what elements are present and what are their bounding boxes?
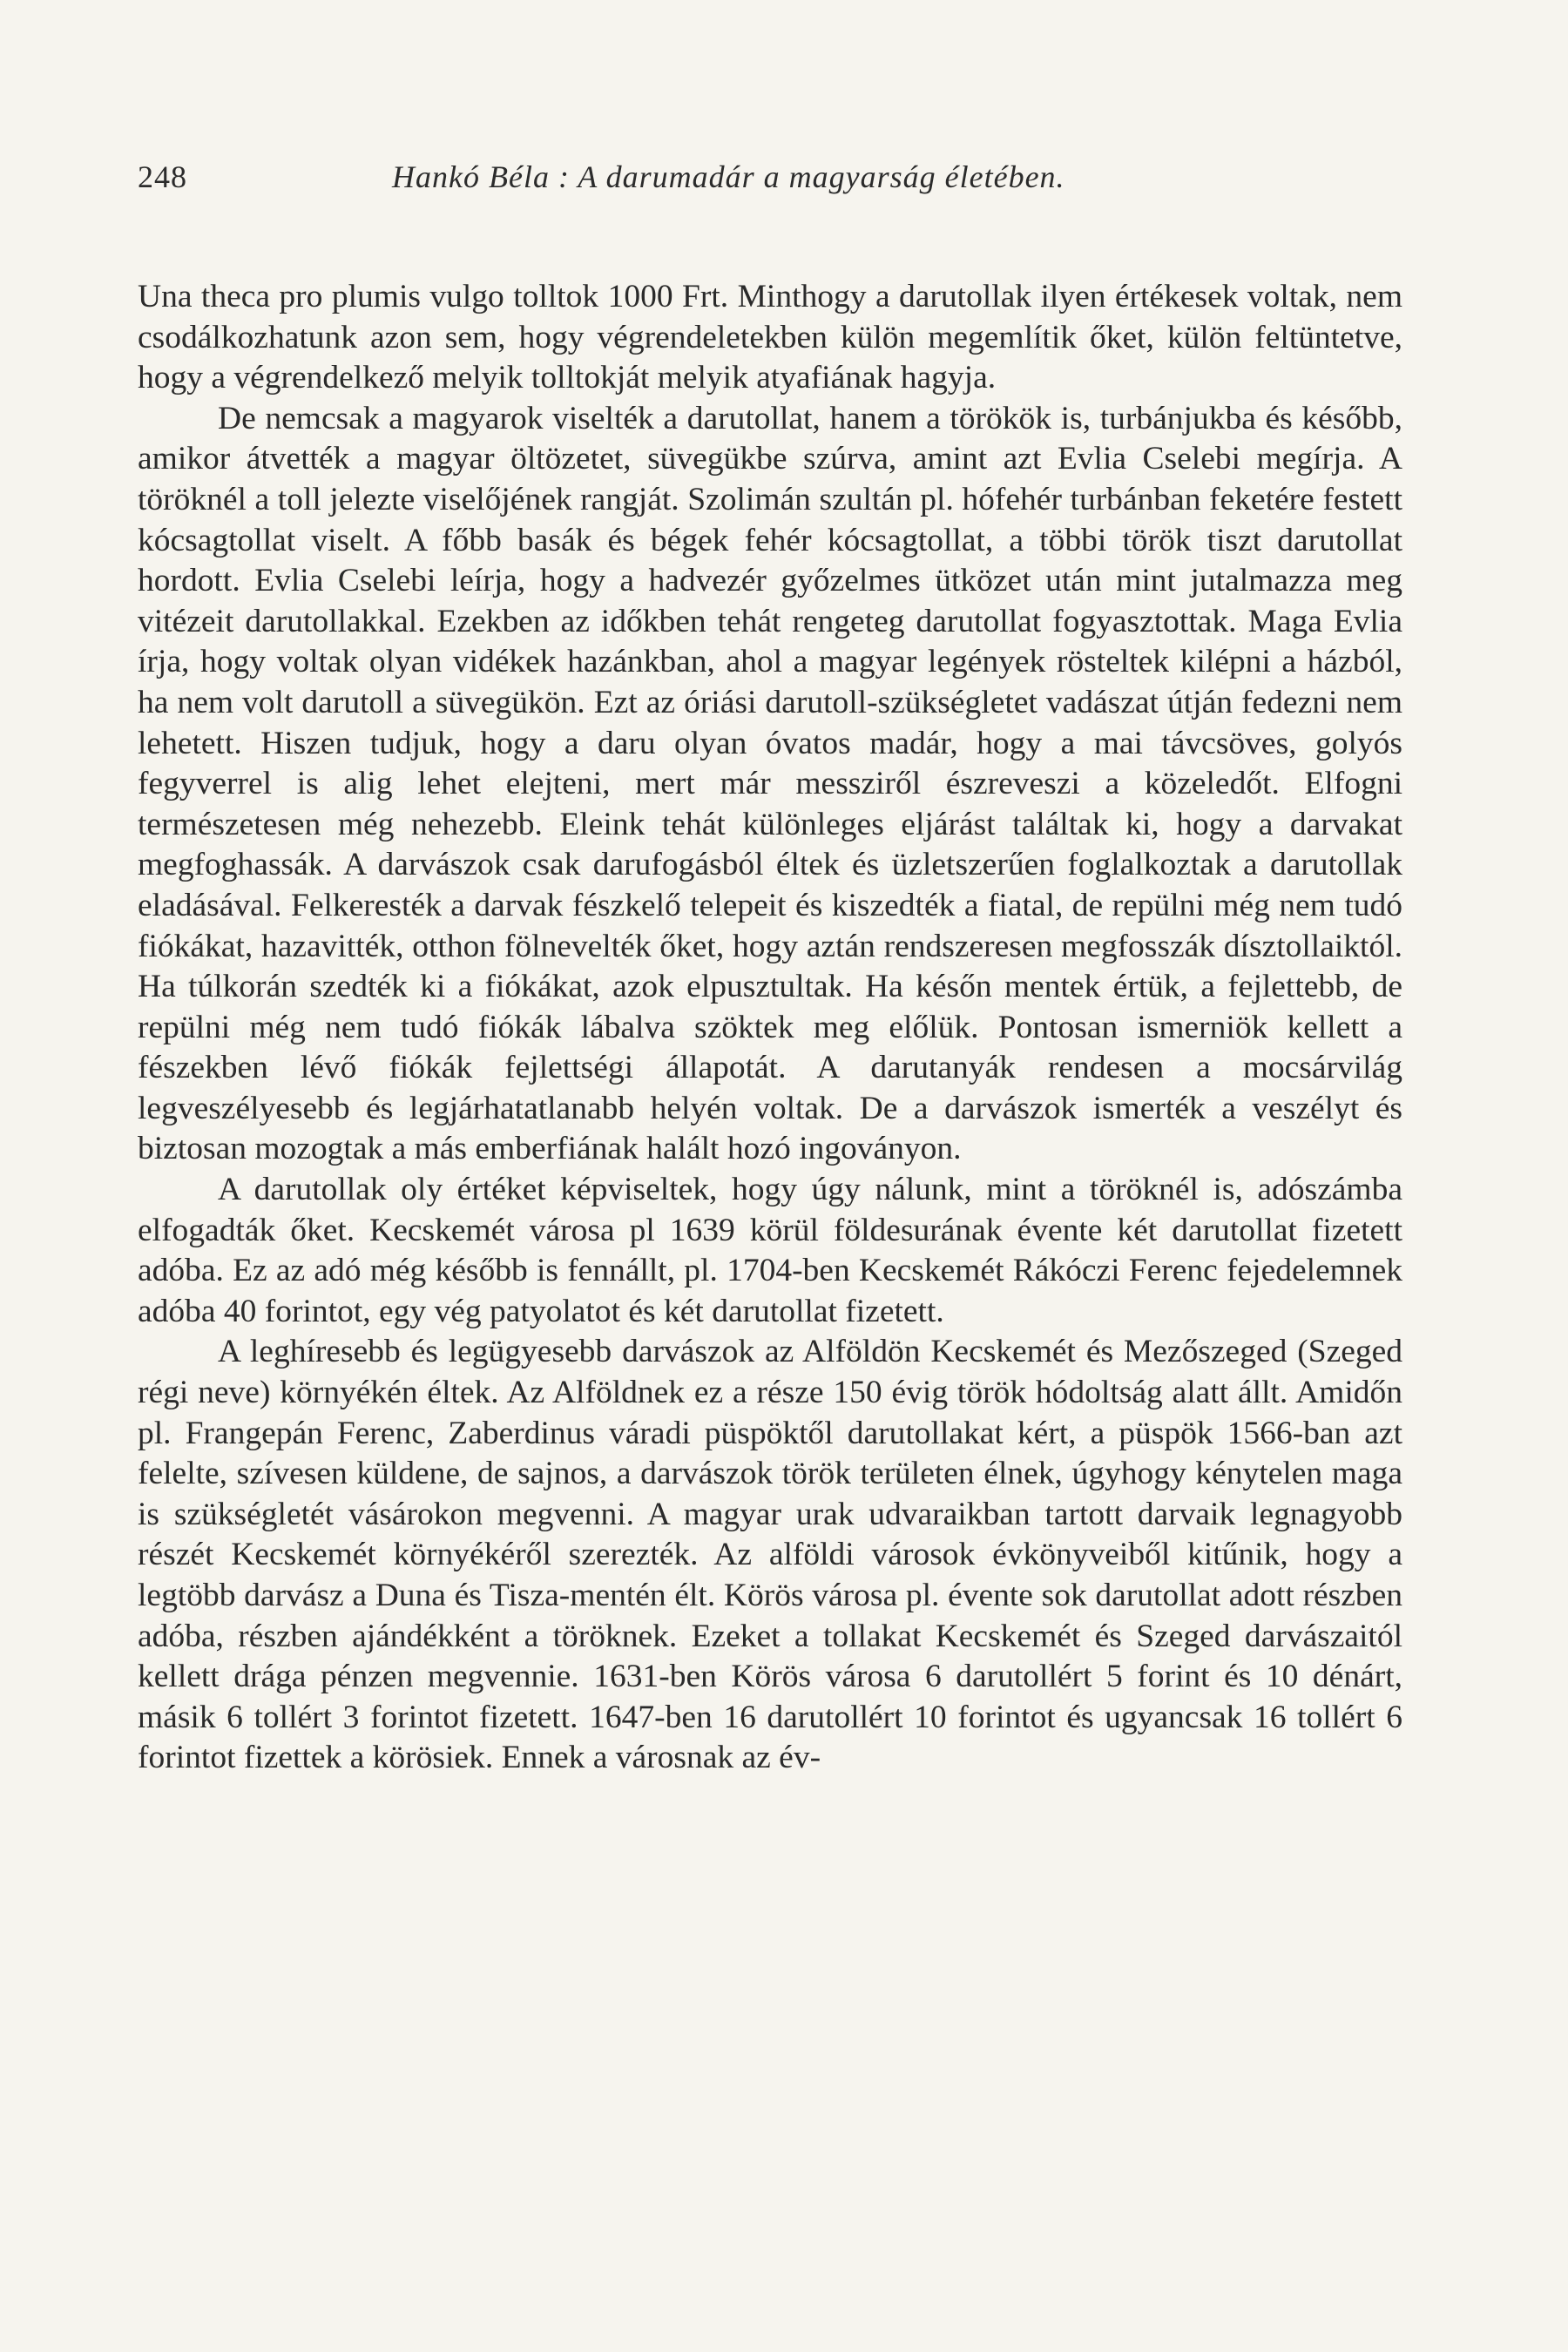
body-text (138, 277, 1402, 1779)
paragraph-4: A leghíresebb és legügyesebb darvászok az Alföldön Kecskemét és Mezőszeged (Szeged régi neve) környékén éltek. Az Alföldnek ez a része 150 évig török hódoltság alatt állt. Amidőn pl. Frangepán Ferenc, Zaberdinus váradi püspöktől darutollakat kért, a püspök 1566-ban azt felelte, szívesen küldene, de sajnos, a darvászok török területen élnek, úgyhogy kénytelen maga is szükségletét vásárokon megvenni. A magyar urak udvaraikban tartott darvaik legnagyobb részét Kecskemét környékéről szerezték. Az alföldi városok évkönyveiből kitűnik, hogy a legtöbb darvász a Duna és Tisza-mentén élt. Körös városa pl. évente sok darutollat adott részben adóba, részben ajándékként a töröknek. Ezeket a tollakat Kecskemét és Szeged darvászaitól kellett drága pénzen megvennie. 1631-ben Körös városa 6 darutollért 5 forint és 10 dénárt, másik 6 tollért 3 forintot fizetett. 1647-ben 16 darutollért 10 forintot és ugyancsak 16 tollért 6 forintot fizettek a körösiek. Ennek a városnak az év- (138, 1334, 1402, 1776)
page-header (138, 159, 1402, 202)
paragraph-1: Una theca pro plumis vulgo tolltok 1000 Frt. Minthogy a darutollak ilyen értékesek voltak, nem csodálkozhatunk azon sem, hogy végrendeletekben külön megemlítik őket, külön feltüntetve, hogy a végrendelkező melyik tolltokját melyik atyafiának hagyja. (138, 279, 1402, 396)
page-number: 248 (138, 159, 187, 194)
paragraph-3: A darutollak oly értéket képviseltek, hogy úgy nálunk, mint a töröknél is, adószámba elfogadták őket. Kecskemét városa pl 1639 körül földesurának évente két darutollat fizetett adóba. Ez az adó még később is fennállt, pl. 1704-ben Kecskemét Rákóczi Ferenc fejedelemnek adóba 40 forintot, egy vég patyolatot és két darutollat fizetett. (138, 1172, 1402, 1329)
paragraph-2: De nemcsak a magyarok viselték a darutollat, hanem a törökök is, turbánjukba és később, amikor átvették a magyar öltözetet, süvegükbe szúrva, amint azt Evlia Cselebi megírja. A töröknél a toll jelezte viselőjének rangját. Szolimán szultán pl. hófehér turbánban feketére festett kócsagtollat viselt. A főbb basák és bégek fehér kócsagtollat, a többi török tiszt darutollat hordott. Evlia Cselebi leírja, hogy a hadvezér győzelmes ütközet után mint jutalmazza meg vitézeit darutollakkal. Ezekben az időkben tehát rengeteg darutollat fogyasztottak. Maga Evlia írja, hogy voltak olyan vidékek hazánkban, ahol a magyar legények rösteltek kilépni a házból, ha nem volt darutoll a süvegükön. Ezt az óriási darutoll-szükségletet vadászat útján fedezni nem lehetett. Hiszen tudjuk, hogy a daru olyan óvatos madár, hogy a mai távcsöves, golyós fegyverrel is alig lehet elejteni, mert már messziről észreveszi a közeledőt. Elfogni természetesen még nehezebb. Eleink tehát különleges eljárást találtak ki, hogy a darvakat megfoghassák. A darvászok csak darufogásból éltek és üzletszerűen foglalkoztak a darutollak eladásával. Felkeresték a darvak fészkelő telepeit és kiszedték a fiatal, de repülni még nem tudó fiókákat, hazavitték, otthon fölnevelték őket, hogy aztán rendszeresen megfosszák dísztollaiktól. Ha túlkorán szedték ki a fiókákat, azok elpusztultak. Ha későn mentek értük, a fejlettebb, de repülni még nem tudó fiókák lábalva szöktek meg előlük. Pontosan ismerniök kellett a fészekben lévő fiókák fejlettségi állapotát. A darutanyák rendesen a mocsárvilág legveszélyesebb és legjárhatatlanabb helyén voltak. De a darvászok ismerték a veszélyt és biztosan mozogtak a más emberfiának halált hozó ingoványon. (138, 400, 1402, 1167)
running-title: Hankó Béla : A darumadár a magyarság életében. (392, 159, 1065, 194)
